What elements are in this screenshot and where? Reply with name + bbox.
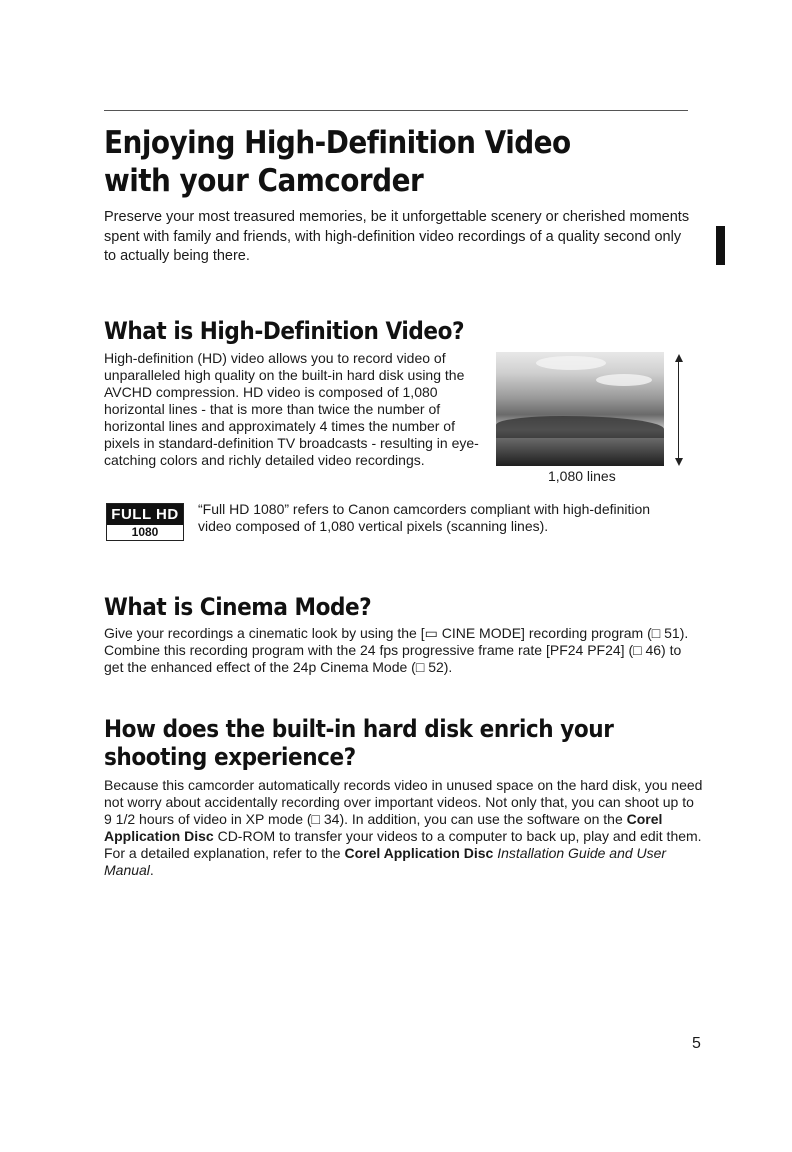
full-hd-note: “Full HD 1080” refers to Canon camcorders compliant with high-definition video composed of 1,080 vertical pixels (scanning lines). (198, 501, 651, 534)
disc-name-bold: Corel Application Disc (344, 845, 494, 861)
body-text: CD-ROM to transfer your videos to a computer to back up, play and edit them. For a detailed explanation, refer to the (104, 828, 702, 861)
lines-dimension-line (678, 358, 679, 460)
full-hd-logo (106, 503, 184, 541)
section-title-hard-disk: How does the built-in hard disk enrich your shooting experience? (104, 715, 614, 771)
intro-paragraph: Preserve your most treasured memories, be it unforgettable scenery or cherished moments spent with family and friends, with high-definition video recordings of a quality second only to actually being there. (104, 209, 690, 264)
disc-name-bold: Corel Application Disc (104, 811, 663, 844)
section-body-cinema-mode: Give your recordings a cinematic look by using the [▭ CINE MODE] recording program (□ 51). Combine this recording program with the 24 fps progressive frame rate [PF24 PF24] (□ 46) to get the enhanced effect of the 24p Cinema Mode (□ 52). (104, 625, 689, 675)
section-body-hard-disk (104, 777, 704, 879)
section-body-hd-video: High-definition (HD) video allows you to record video of unparalleled high quality on the built-in hard disk using the AVCHD compression. HD video is composed of 1,080 horizontal lines - that is more than twice the number of horizontal lines and approximately 4 times the number of pixels in standard-definition TV broadcasts - resulting in eye-catching colors and richly detailed video recordings. (104, 350, 479, 468)
page-number: 5 (692, 1035, 701, 1052)
body-text: Because this camcorder automatically records video in unused space on the hard disk, you need not worry about accidentally recording over important videos. Not only that, you can shoot up to 9 1/2 hours of video in XP mode (□ 34). In addition, you can use the software on the (104, 777, 703, 827)
full-hd-logo-bottom: 1080 (131, 525, 159, 539)
figure-caption: 1,080 lines (548, 468, 616, 484)
section-title-cinema-mode: What is Cinema Mode? (104, 593, 372, 621)
page-title: Enjoying High-Definition Video with your Camcorder (104, 125, 571, 199)
header-rule (104, 110, 688, 111)
hd-landscape-image (496, 352, 664, 466)
section-title-hd-video: What is High-Definition Video? (104, 317, 465, 345)
section-tab-marker (716, 226, 725, 265)
arrow-down-icon (675, 458, 683, 466)
full-hd-logo-top: FULL HD (107, 504, 183, 525)
body-text: . (149, 862, 154, 878)
manual-name-italic: Installation Guide and User Manual (104, 845, 667, 878)
arrow-up-icon (675, 354, 683, 362)
